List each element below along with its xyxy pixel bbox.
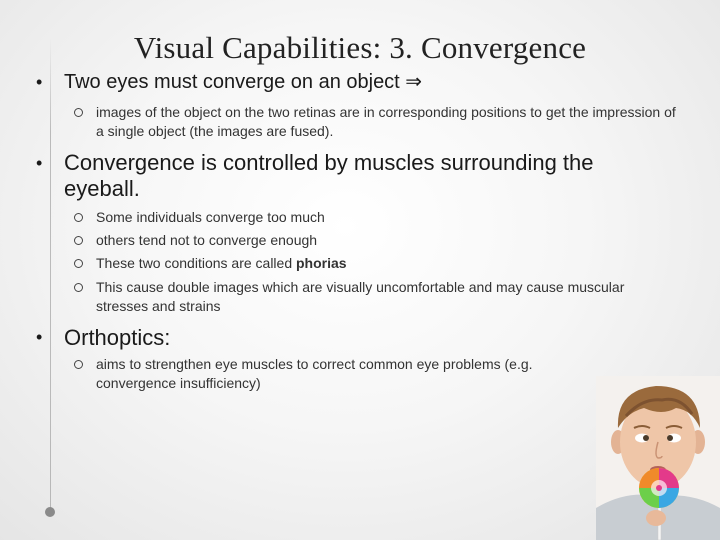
ring-bullet-icon [74,259,83,268]
bullet-dot-icon: • [36,327,43,347]
bullet-3-text: Orthoptics: [64,325,171,350]
ring-bullet-icon [74,236,83,245]
bullet-dot-icon: • [36,72,43,92]
boy-with-lollipop-icon [596,376,720,540]
bullet-3-sub-1-text: aims to strengthen eye muscles to correct common eye problems (e.g. convergence insufficiency) [96,356,533,391]
ring-bullet-icon [74,283,83,292]
bullet-2-sub-2-text: others tend not to converge enough [96,232,318,248]
bullet-2-sub-3-text [96,254,676,273]
bullet-2-sub-1-text: Some individuals converge too much [96,209,325,225]
bullet-1-sub-1-text: images of the object on the two retinas are in corresponding positions to get the impression of a single object (the images are fused). [96,104,676,139]
bullet-1-text: Two eyes must converge on an object ⇒ [64,71,423,93]
decorative-knob [45,507,55,517]
ring-bullet-icon [74,213,83,222]
boy-with-lollipop-image [596,376,720,540]
bullet-2-sub-4-text: This cause double images which are visually uncomfortable and may cause muscular stresses and strains [96,279,625,314]
phorias-term: phorias [296,255,347,271]
ring-bullet-icon [74,108,83,117]
bullet-2-text: Convergence is controlled by muscles surrounding the eyeball. [64,150,594,201]
bullet-dot-icon: • [36,153,43,173]
bullet-2-sub-3-prefix: These two conditions are called [96,255,296,271]
ring-bullet-icon [74,360,83,369]
slide-title: Visual Capabilities: 3. Convergence [133,30,587,65]
decorative-vertical-line [50,38,51,508]
